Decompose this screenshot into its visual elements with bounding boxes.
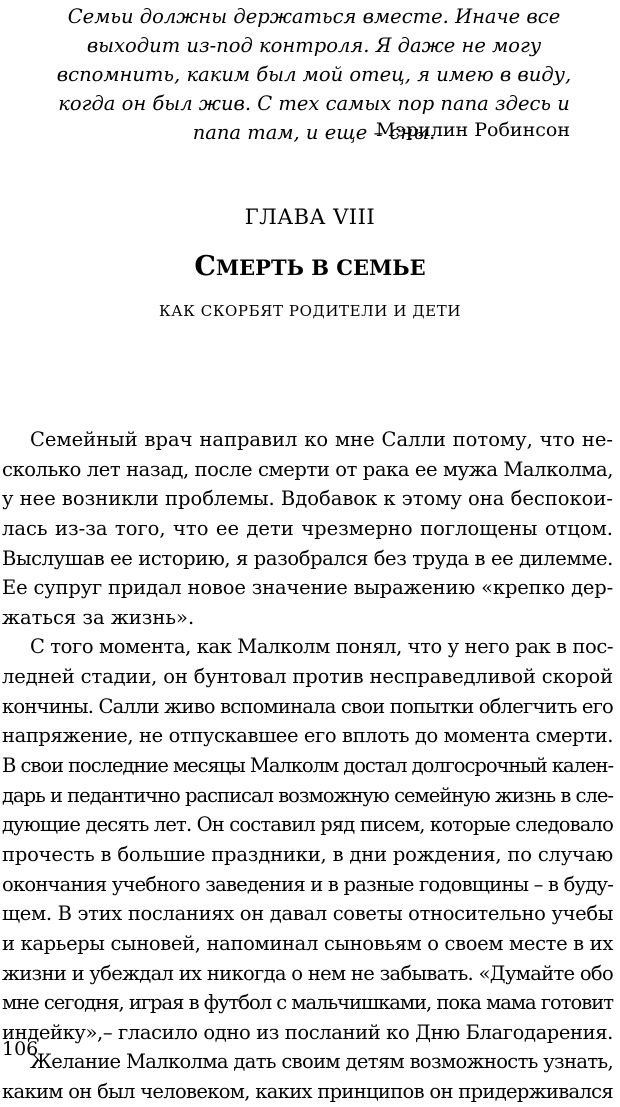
page-number: 106 <box>2 1038 39 1060</box>
text-line: С того момента, как Малколм понял, что у него рак в пос- <box>30 635 614 659</box>
body-text <box>2 425 613 1107</box>
text-line: прочесть в большие праздники, в дни рождения, по случаю <box>2 842 614 866</box>
chapter-label: ГЛАВА VIII <box>244 205 376 229</box>
text-line: у нее возникли проблемы. Вдобавок к этому она беспокои- <box>2 487 613 511</box>
text-line: напряжение, не отпускавшее его вплоть до момента смерти. <box>2 724 613 748</box>
text-line: и карьеры сыновей, напоминал сыновьям о своем месте в их <box>2 931 613 955</box>
text-line: щем. В этих посланиях он давал советы относительно учебы <box>2 902 614 926</box>
text-line: мне сегодня, играя в футбол с мальчишками, пока мама готовит <box>2 991 613 1015</box>
text-line: окончания учебного заведения и в разные годовщины – в буду- <box>2 872 614 896</box>
text-line: каким он был человеком, каких принципов он придерживался <box>2 1080 614 1104</box>
chapter-subtitle: КАК СКОРБЯТ РОДИТЕЛИ И ДЕТИ <box>159 302 461 320</box>
epigraph-author: Мэрилин Робинсон <box>375 119 570 141</box>
text-line: жизни и убеждал их никогда о нем не забывать. «Думайте обо <box>2 961 614 985</box>
text-line: ледней стадии, он бунтовал против несправедливой скорой <box>2 665 613 689</box>
text-line: лась из-за того, что ее дети чрезмерно поглощены отцом. <box>2 516 613 540</box>
chapter-title-rest: МЕРТЬ В СЕМЬЕ <box>215 255 426 280</box>
text-line: индейку»,– гласило одно из посланий ко Дню Благодарения. <box>2 1020 613 1044</box>
text-line: В свои последние месяцы Малколм достал долгосрочный кален- <box>2 754 613 778</box>
epigraph-text: Семьи должны держаться вместе. Иначе все выходит из-под контроля. Я даже не могу вспомнить, каким был мой отец, я имею в виду, когда он был жив. С тех самых пор папа здесь и папа там, и еще – сны. <box>56 5 572 144</box>
chapter-title-initial: С <box>194 251 216 282</box>
text-line: дарь и педантично расписал возможную семейную жизнь в сле- <box>2 783 614 807</box>
text-line: жаться за жизнь». <box>2 605 195 629</box>
chapter-title <box>0 251 620 282</box>
text-line: дующие десять лет. Он составил ряд писем, которые следовало <box>2 813 613 837</box>
text-line: Выслушав ее историю, я разобрался без труда в ее дилемме. <box>2 546 613 570</box>
text-line: Ее супруг придал новое значение выражению «крепко дер- <box>2 576 614 600</box>
text-line: Семейный врач направил ко мне Салли потому, что не- <box>30 428 613 451</box>
text-line: кончины. Салли живо вспоминала свои попытки облегчить его <box>2 694 614 718</box>
text-line: Желание Малколма дать своим детям возможность узнать, <box>30 1050 613 1074</box>
text-line: сколько лет назад, после смерти от рака ее мужа Малколма, <box>2 457 614 481</box>
